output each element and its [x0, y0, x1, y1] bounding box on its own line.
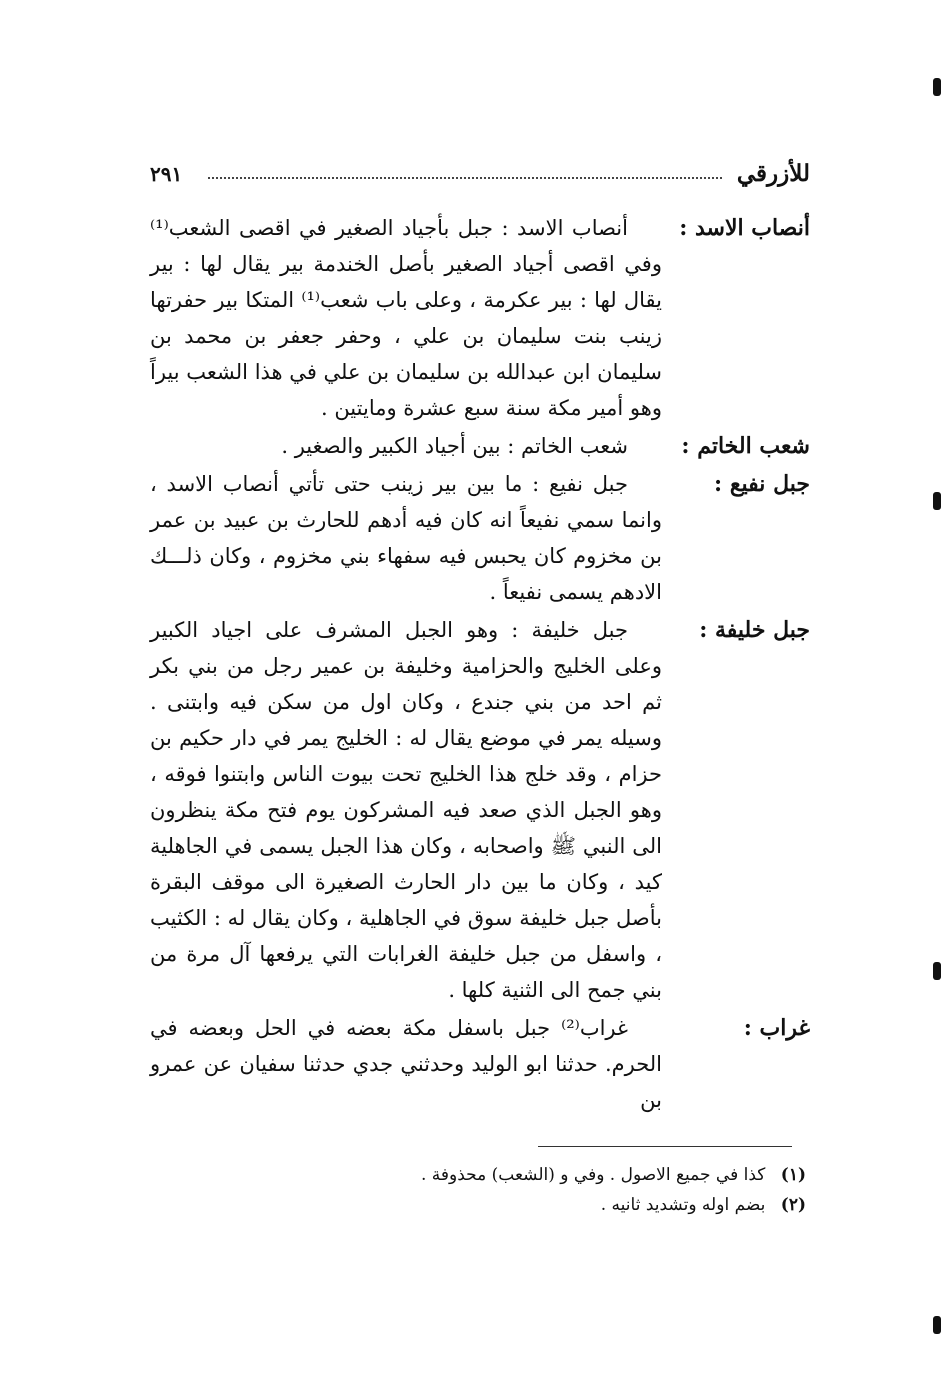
entry-term: شعب الخاتم :: [681, 433, 810, 459]
entry-ansab-al-asad: [150, 210, 810, 426]
entry-shib-al-khatim: [150, 428, 810, 464]
entry-term: غراب :: [743, 1015, 810, 1041]
footnote-divider: [538, 1146, 792, 1147]
entry-text: أنصاب الاسد : جبل بأجياد الصغير في اقصى الشعب⁽¹⁾ وفي اقصى أجياد الصغير بأصل الخندمة بير يقال لها : بير يقال لها : بير عكرمة ، وعلى باب شعب⁽¹⁾ المتكا بير حفرتها زينب بنت سليمان بن علي ، وحفر جعفر بن محمد بن سليمان ابن عبدالله بن سليمان بن علي في هذا الشعب بيراً وهو أمير مكة سنة سبع عشرة ومايتين .: [150, 216, 662, 420]
entry-text: جبل خليفة : وهو الجبل المشرف على اجياد الكبير وعلى الخليج والحزامية وخليفة بن عمير رجل من بني بكر ثم احد من بني جندع ، وكان اول من سكن فيه وابتنى . وسيله يمر في موضع يقال له : الخليج يمر في دار حكيم بن حزام ، وقد خلج هذا الخليج تحت بيوت الناس وابتنوا فوقه ، وهو الجبل الذي صعد فيه المشركون يوم فتح مكة ينظرون الى النبي ﷺ واصحابه ، وكان هذا الجبل يسمى في الجاهلية كيد ، وكان ما بين دار الحارث الصغيرة الى موقف البقرة بأصل جبل خليفة سوق في الجاهلية ، وكان يقال له : الكثيب ، واسفل من جبل خليفة الغرابات التي يرفعها آل مرة من بني جمح الى الثنية كلها .: [150, 618, 662, 1002]
footnote-text: بضم اوله وتشديد ثانيه .: [600, 1195, 766, 1215]
running-title: للأزرقي: [736, 160, 810, 187]
scan-edge-mark: [933, 78, 941, 96]
scan-edge-mark: [933, 492, 941, 510]
page-number: ٢٩١: [150, 162, 183, 186]
entry-term: جبل خليفة :: [699, 617, 810, 643]
entry-text: غراب⁽²⁾ جبل باسفل مكة بعضه في الحل وبعضه في الحرم. حدثنا ابو الوليد وحدثني جدي حدثنا سفيان عن عمرو بن: [150, 1016, 662, 1112]
entry-jabal-nufay: [150, 466, 810, 610]
entries-list: [150, 210, 810, 1120]
entry-text: شعب الخاتم : بين أجياد الكبير والصغير .: [281, 434, 628, 458]
footnote-item: [346, 1190, 806, 1220]
footnote-text: كذا في جميع الاصول . وفي و (الشعب) محذوفة .: [420, 1165, 766, 1185]
scan-edge-mark: [933, 962, 941, 980]
footnote-number: (١): [780, 1165, 806, 1185]
entry-term: أنصاب الاسد :: [679, 215, 810, 241]
footnote-item: [346, 1160, 806, 1190]
entry-term: جبل نفيع :: [714, 471, 810, 497]
scan-edge-mark: [933, 1316, 941, 1334]
entry-jabal-khalifa: [150, 612, 810, 1008]
header-dotted-rule: [208, 177, 722, 179]
footnotes: [346, 1160, 806, 1220]
entry-text: جبل نفيع : ما بين بير زينب حتى تأتي أنصاب الاسد ، وانما سمي نفيعاً انه كان فيه أدهم للحارث بن عبيد بن عمر بن مخزوم كان يحبس فيه سفهاء بني مخزوم ، وكان ذلـــك الادهم يسمى نفيعاً .: [150, 472, 662, 604]
entry-ghurab: [150, 1010, 810, 1118]
page-header: [150, 160, 810, 192]
footnote-number: (٢): [780, 1195, 806, 1215]
